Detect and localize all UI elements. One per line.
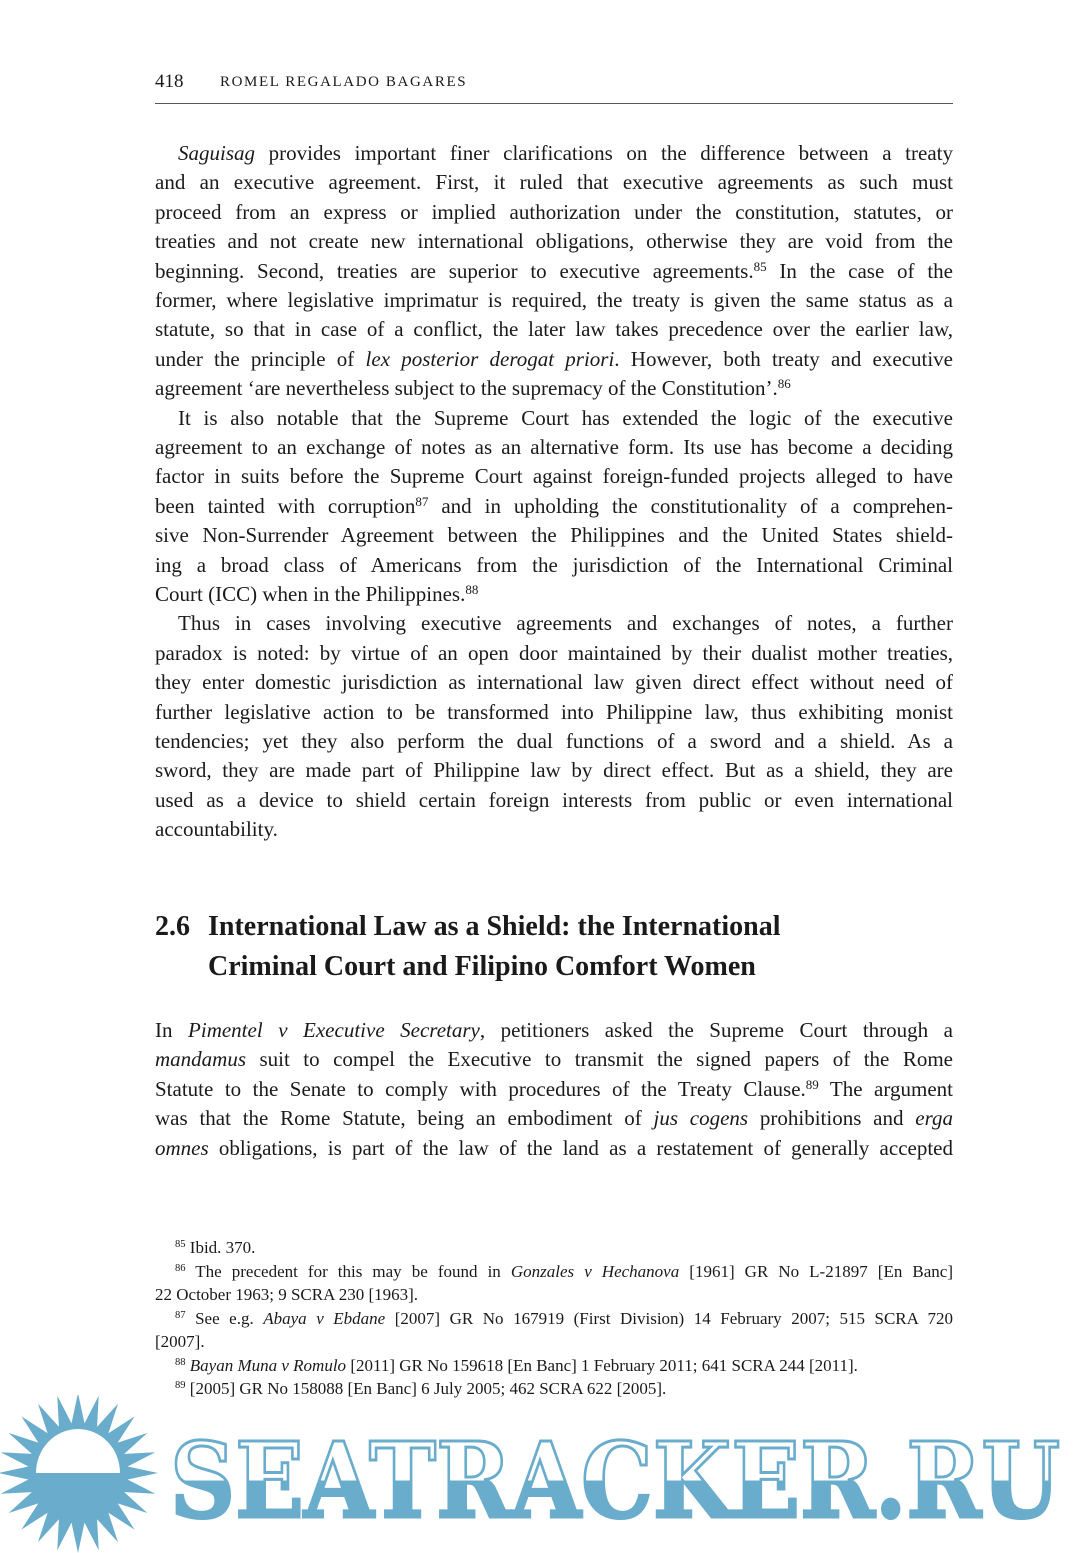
text-segment: under the principle of bbox=[155, 346, 366, 371]
footnote-reference: 86 bbox=[777, 376, 791, 392]
sun-rays bbox=[0, 1395, 158, 1553]
text-line bbox=[178, 141, 953, 165]
italic-text: omnes bbox=[155, 1135, 209, 1160]
text-line bbox=[178, 611, 953, 635]
text-line bbox=[155, 641, 953, 665]
italic-text: mandamus bbox=[155, 1047, 247, 1072]
text-segment: In the case of the bbox=[766, 258, 953, 283]
text-line bbox=[178, 406, 953, 430]
text-segment: sword, they are made part of Philippine law by direct effect. But as a shield, they are bbox=[155, 758, 953, 783]
text-segment: accountability. bbox=[155, 817, 278, 842]
footnote-reference: 89 bbox=[805, 1076, 819, 1092]
footnote-reference: 87 bbox=[175, 1309, 186, 1321]
text-segment: factor in suits before the Supreme Court against foreign-funded projects alleged to have bbox=[155, 464, 953, 489]
text-line bbox=[155, 494, 953, 518]
text-segment: provides important finer clarifications on the difference between a treaty bbox=[255, 141, 953, 165]
text-segment: prohibitions and bbox=[748, 1106, 916, 1131]
text-segment: and in upholding the constitutionality of a comprehen- bbox=[428, 493, 953, 518]
text-segment: been tainted with corruption bbox=[155, 493, 416, 518]
footnote-reference: 86 bbox=[175, 1262, 186, 1274]
text-segment: See e.g. bbox=[185, 1308, 264, 1328]
text-segment: Statute to the Senate to comply with procedures of the Treaty Clause. bbox=[155, 1076, 806, 1101]
text-line bbox=[155, 259, 953, 283]
text-line bbox=[155, 1077, 953, 1101]
italic-text: Gonzales v Hechanova bbox=[510, 1261, 680, 1281]
footnote-reference: 87 bbox=[415, 493, 429, 509]
text-line bbox=[155, 200, 953, 224]
text-segment: In bbox=[155, 1018, 189, 1042]
text-line bbox=[155, 817, 953, 841]
text-segment: further legislative action to be transformed into Philippine law, thus exhibiting monist bbox=[155, 699, 953, 724]
running-author: ROMEL REGALADO BAGARES bbox=[220, 74, 468, 90]
footnote-line bbox=[155, 1332, 953, 1352]
text-line bbox=[155, 464, 953, 488]
text-line bbox=[155, 1136, 953, 1160]
text-segment: [2011] GR No 159618 [En Banc] 1 February 2011; 641 SCRA 244 [2011]. bbox=[346, 1355, 858, 1375]
text-segment: agreement ‘are nevertheless subject to the supremacy of the Constitution’. bbox=[155, 376, 778, 401]
text-segment: 22 October 1963; 9 SCRA 230 [1963]. bbox=[155, 1285, 419, 1304]
text-segment: Court (ICC) when in the Philippines. bbox=[155, 582, 466, 606]
text-segment: they enter domestic jurisdiction as international law given direct effect without need of bbox=[155, 670, 953, 695]
footnote-reference: 85 bbox=[753, 258, 767, 274]
italic-text: Abaya v Ebdane bbox=[263, 1308, 386, 1328]
footnote-reference: 89 bbox=[175, 1380, 186, 1392]
footnote-line bbox=[175, 1238, 953, 1258]
header-rule bbox=[155, 103, 953, 104]
footnote-reference: 85 bbox=[175, 1239, 186, 1251]
text-line bbox=[155, 435, 953, 459]
text-segment: The argument bbox=[818, 1076, 953, 1101]
text-segment: was that the Rome Statute, being an embodiment of bbox=[155, 1106, 654, 1131]
text-line bbox=[155, 1018, 953, 1042]
text-segment: and an executive agreement. First, it ruled that executive agreements as such must bbox=[155, 170, 953, 195]
text-line bbox=[155, 700, 953, 724]
footnote-reference: 88 bbox=[175, 1356, 186, 1368]
text-line bbox=[155, 582, 953, 606]
section-title-line: International Law as a Shield: the International bbox=[208, 911, 781, 942]
watermark-text: SEATRACKER.RU bbox=[170, 1419, 1060, 1542]
footnote-line bbox=[175, 1262, 953, 1282]
page-number: 418 bbox=[155, 71, 184, 92]
footnote-line bbox=[175, 1356, 953, 1376]
text-line bbox=[155, 347, 953, 371]
italic-text: erga bbox=[915, 1106, 953, 1131]
footnote-line bbox=[155, 1285, 953, 1305]
text-segment: Thus in cases involving executive agreements and exchanges of notes, a further bbox=[178, 611, 953, 636]
text-segment: The precedent for this may be found in bbox=[185, 1261, 511, 1281]
text-segment: proceed from an express or implied authorization under the constitution, statutes, or bbox=[155, 199, 953, 224]
text-line bbox=[155, 523, 953, 547]
footnote-reference: 88 bbox=[465, 581, 479, 597]
text-line bbox=[155, 788, 953, 812]
text-line bbox=[155, 170, 953, 194]
text-segment: agreement to an exchange of notes as an alternative form. Its use has become a deciding bbox=[155, 435, 953, 459]
watermark-logo bbox=[0, 1395, 1080, 1553]
text-segment: statute, so that in case of a conflict, the later law takes precedence over the earlier law, bbox=[155, 317, 953, 342]
text-segment: suit to compel the Executive to transmit the signed papers of the Rome bbox=[246, 1047, 953, 1072]
text-segment: [2005] GR No 158088 [En Banc] 6 July 2005; 462 SCRA 622 [2005]. bbox=[185, 1379, 667, 1398]
section-number: 2.6 bbox=[155, 911, 190, 942]
text-line bbox=[155, 288, 953, 312]
text-segment: ing a broad class of Americans from the jurisdiction of the International Criminal bbox=[155, 552, 953, 577]
text-line bbox=[155, 317, 953, 341]
text-segment: former, where legislative imprimatur is required, the treaty is given the same status as a bbox=[155, 288, 953, 312]
text-line bbox=[155, 229, 953, 253]
sun-icon bbox=[0, 1395, 158, 1553]
text-line bbox=[155, 758, 953, 782]
text-segment: sive Non-Surrender Agreement between the Philippines and the United States shield- bbox=[155, 523, 953, 548]
text-segment: . However, both treaty and executive bbox=[614, 346, 953, 371]
italic-text: Saguisag bbox=[178, 141, 256, 165]
text-segment: obligations, is part of the law of the land as a restatement of generally accepted bbox=[208, 1135, 953, 1160]
text-segment: [1961] GR No L-21897 [En Banc] bbox=[679, 1261, 953, 1281]
text-segment: treaties and not create new international obligations, otherwise they are void from the bbox=[155, 229, 953, 254]
text-line bbox=[155, 376, 953, 400]
text-segment: [2007] GR No 167919 (First Division) 14 February 2007; 515 SCRA 720 bbox=[385, 1308, 953, 1328]
text-segment: tendencies; yet they also perform the dual functions of a sword and a shield. As a bbox=[155, 729, 953, 753]
text-segment: Ibid. 370. bbox=[185, 1238, 256, 1257]
text-line bbox=[155, 670, 953, 694]
section-title-line: Criminal Court and Filipino Comfort Women bbox=[208, 951, 756, 982]
text-line bbox=[155, 1047, 953, 1071]
text-line bbox=[155, 729, 953, 753]
italic-text: lex posterior derogat priori bbox=[365, 346, 615, 371]
footnote-line bbox=[175, 1309, 953, 1329]
italic-text: Bayan Muna v Romulo bbox=[189, 1355, 347, 1375]
text-segment: beginning. Second, treaties are superior to executive agreements. bbox=[155, 258, 754, 283]
text-segment: , petitioners asked the Supreme Court through a bbox=[479, 1018, 953, 1042]
italic-text: jus cogens bbox=[653, 1106, 749, 1131]
text-segment: paradox is noted: by virtue of an open door maintained by their dualist mother treaties, bbox=[155, 640, 953, 665]
text-segment: It is also notable that the Supreme Court has extended the logic of the executive bbox=[178, 405, 953, 430]
italic-text: Pimentel v Executive Secretary bbox=[188, 1018, 480, 1042]
text-segment: used as a device to shield certain foreign interests from public or even international bbox=[155, 787, 953, 812]
text-segment: [2007]. bbox=[155, 1332, 205, 1351]
text-line bbox=[155, 553, 953, 577]
text-line bbox=[155, 1106, 953, 1130]
